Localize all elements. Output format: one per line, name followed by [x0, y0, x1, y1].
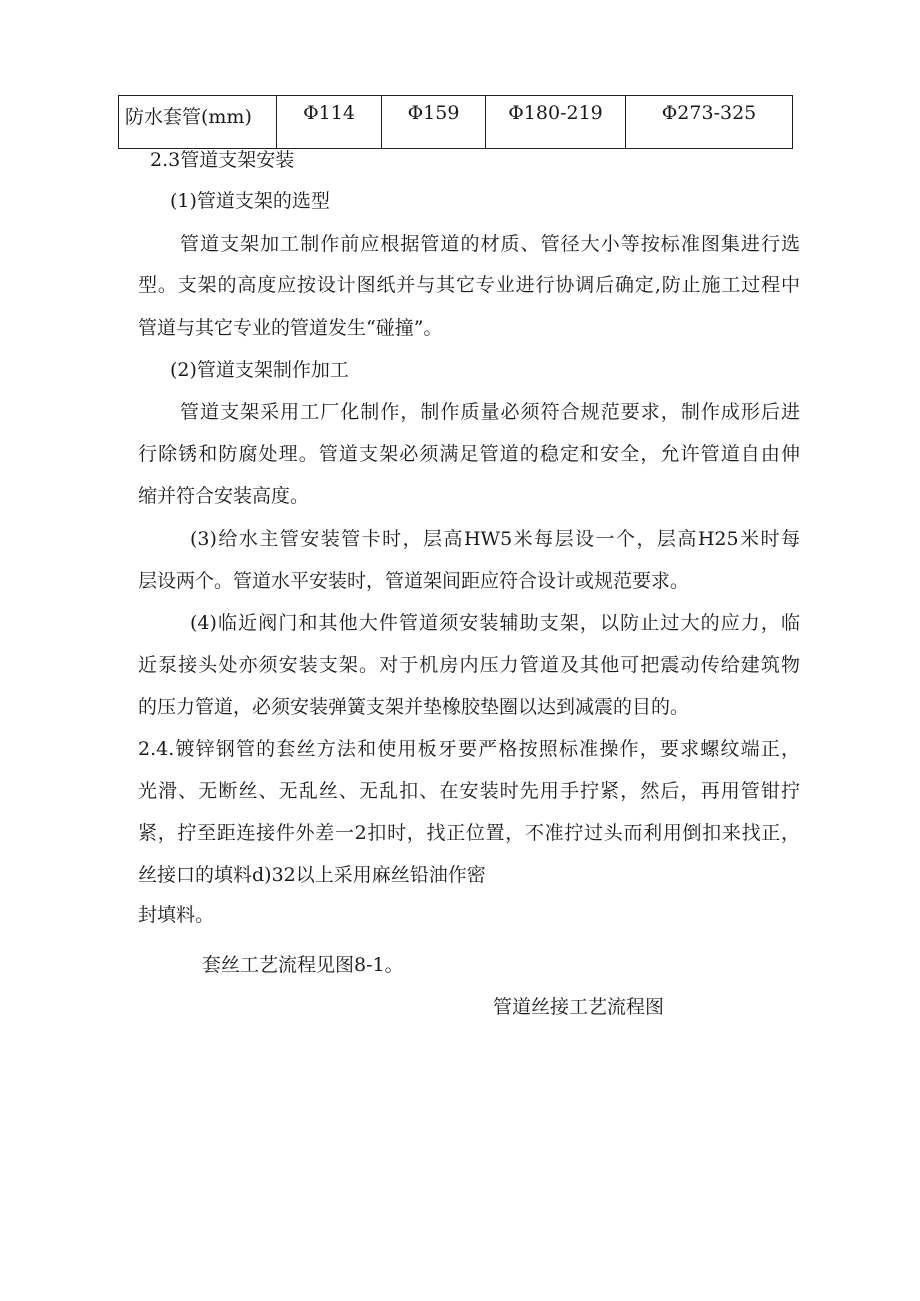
paragraph-line: 的压力管道，必须安装弹簧支架并垫橡胶垫圈以达到减震的目的。 — [138, 696, 690, 718]
table-cell: Φ180-219 — [486, 96, 626, 149]
paragraph-line: (4)临近阀门和其他大件管道须安装辅助支架，以防止过大的应力，临 — [190, 612, 800, 634]
paragraph-line: 近泵接头处亦须安装支架。对于机房内压力管道及其他可把震动传给建筑物 — [138, 654, 800, 676]
flow-reference: 套丝工艺流程见图8-1。 — [202, 954, 404, 976]
table-row — [119, 96, 793, 149]
paragraph-line: 封填料。 — [138, 904, 215, 926]
table-cell: Φ273-325 — [626, 96, 793, 149]
paragraph-line: 管道支架采用工厂化制作，制作质量必须符合规范要求，制作成形后进 — [180, 401, 800, 423]
paragraph-line: 行除锈和防腐处理。管道支架必须满足管道的稳定和安全，允许管道自由伸 — [138, 443, 800, 465]
paragraph-line: 管道与其它专业的管道发生“碰撞”。 — [138, 317, 443, 339]
row-label: 防水套管(mm) — [119, 96, 277, 149]
section-heading-2-3: 2.3管道支架安装 — [150, 149, 295, 171]
paragraph-line: 2.4.镀锌钢管的套丝方法和使用板牙要严格按照标准操作，要求螺纹端正， — [138, 738, 800, 760]
subsection-title-2: (2)管道支架制作加工 — [170, 359, 349, 381]
paragraph-line: 层设两个。管道水平安装时，管道架间距应符合设计或规范要求。 — [138, 570, 690, 592]
figure-caption: 管道丝接工艺流程图 — [493, 996, 665, 1018]
paragraph-line: 缩并符合安装高度。 — [138, 485, 310, 507]
pipe-sleeve-table — [118, 95, 793, 149]
paragraph-line: 型。支架的高度应按设计图纸并与其它专业进行协调后确定,防止施工过程中 — [138, 274, 800, 296]
table-cell: Φ159 — [382, 96, 486, 149]
paragraph-line: 紧，拧至距连接件外差一2扣时，找正位置，不准拧过头而利用倒扣来找正， — [138, 822, 800, 844]
paragraph-line: 管道支架加工制作前应根据管道的材质、管径大小等按标准图集进行选 — [180, 233, 800, 255]
paragraph-line: (3)给水主管安装管卡时，层高HW5米每层设一个，层高H25米时每 — [190, 528, 800, 550]
table-cell: Φ114 — [277, 96, 382, 149]
subsection-title-1: (1)管道支架的选型 — [170, 190, 330, 212]
paragraph-line: 丝接口的填料d)32以上采用麻丝铅油作密 — [138, 864, 486, 886]
paragraph-line: 光滑、无断丝、无乱丝、无乱扣、在安装时先用手拧紧，然后，再用管钳拧 — [138, 780, 800, 802]
